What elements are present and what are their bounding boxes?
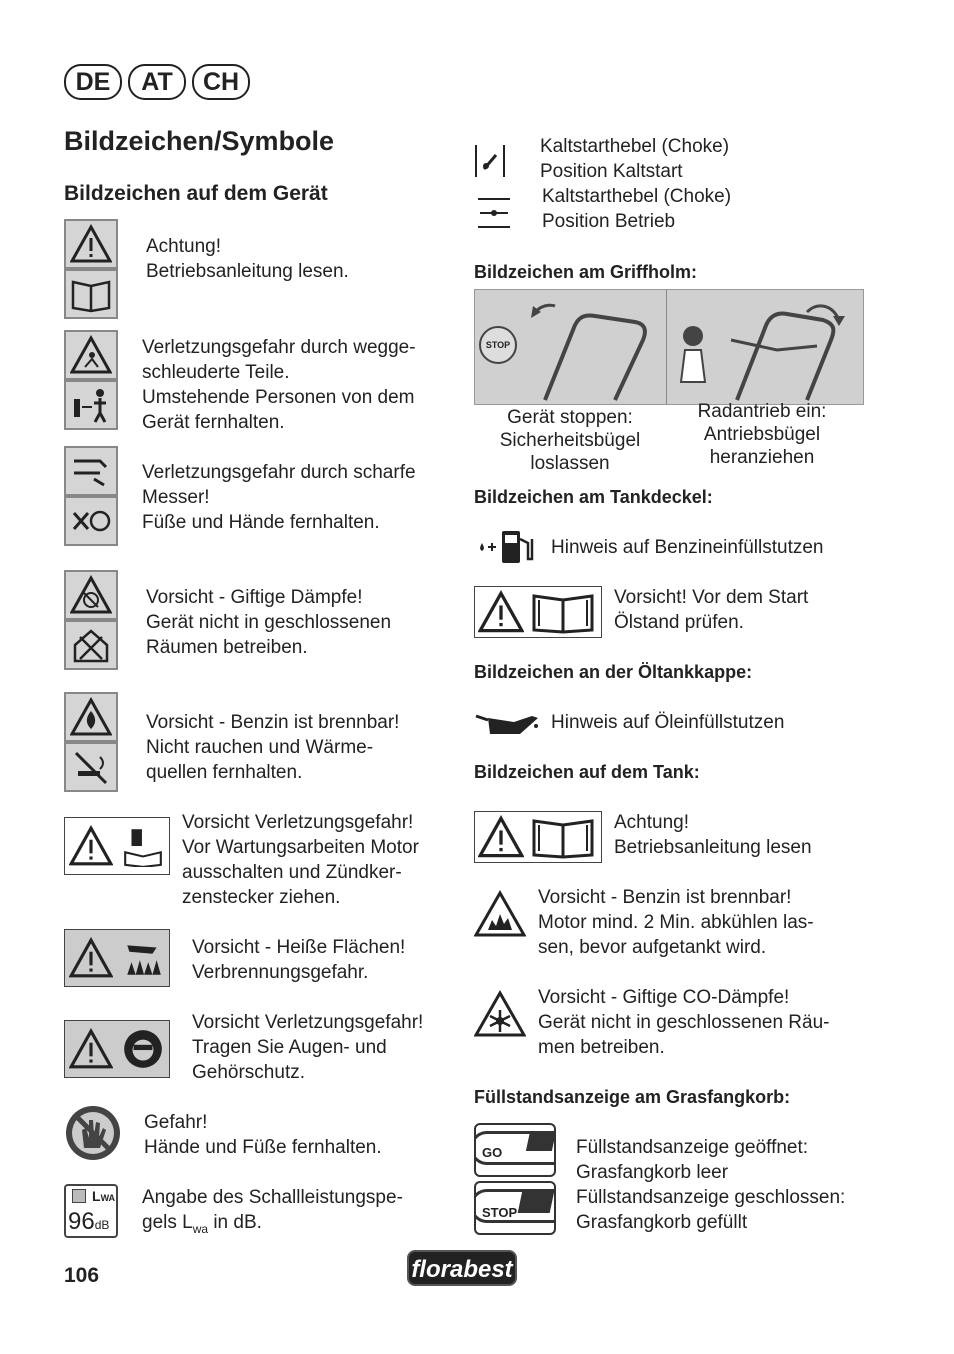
choke-text-cold: Kaltstarthebel (Choke) Position Kaltstart [540, 136, 730, 182]
section-heading-oil-cap: Bildzeichen an der Öltankkappe: [474, 662, 753, 682]
lang-badge-at: AT [128, 64, 186, 100]
blade-hand-icon [64, 446, 118, 496]
icon-pair-hot-surface [64, 929, 170, 987]
icon-pair-protection [64, 1020, 170, 1078]
sound-square-icon [72, 1189, 86, 1203]
handle-caption-stop: Gerät stoppen: Sicherheitsbügel loslassen [499, 407, 641, 474]
lang-badge-de: DE [64, 64, 122, 100]
section-heading-tank-cap: Bildzeichen am Tankdeckel: [474, 487, 713, 507]
tank-text-co: Vorsicht - Giftige CO-Dämpfe! Gerät nicht in geschlossenen Räu- men betreiben. [538, 987, 830, 1058]
icon-stack-flammable [64, 692, 118, 792]
section-heading-tank: Bildzeichen auf dem Tank: [474, 762, 700, 782]
language-badges [64, 64, 250, 100]
item-text-hot-surface: Vorsicht - Heiße Flächen! Verbrennungsgefahr. [192, 937, 406, 983]
icon-stack-fumes [64, 570, 118, 670]
fill-indicator-stop [474, 1181, 556, 1235]
page-number: 106 [64, 1264, 100, 1287]
co-fumes-warning-icon [474, 990, 526, 1038]
keep-hands-feet-away-icon [64, 1104, 122, 1162]
choke-run-icon [476, 195, 512, 231]
warning-icon [65, 818, 117, 874]
lang-badge-ch: CH [192, 64, 250, 100]
icon-pair-oil-check [474, 586, 602, 638]
flammable-warning-icon [474, 890, 526, 938]
section-heading-fill-level: Füllstandsanzeige am Grasfangkorb: [474, 1087, 791, 1107]
flying-debris-icon [64, 330, 118, 380]
oil-cap-text: Hinweis auf Öleinfüllstutzen [551, 712, 785, 733]
rotating-blade-icon [64, 496, 118, 546]
warning-icon [65, 1021, 117, 1077]
no-indoor-icon [64, 620, 118, 670]
tank-cap-text-oil-check: Vorsicht! Vor dem Start Ölstand prüfen. [614, 587, 809, 633]
sound-level-icon [64, 1184, 118, 1238]
tank-text-manual: Achtung! Betriebsanleitung lesen [614, 812, 812, 858]
no-smoking-icon [64, 742, 118, 792]
item-text-fumes: Vorsicht - Giftige Dämpfe! Gerät nicht in geschlossenen Räumen betreiben. [146, 587, 392, 658]
warning-icon [64, 219, 118, 269]
item-text-flammable: Vorsicht - Benzin ist brennbar! Nicht rauchen und Wärme- quellen fernhalten. [146, 712, 400, 783]
fuel-pump-icon [476, 527, 538, 567]
item-text-debris: Verletzungsgefahr durch wegge- schleuderte Teile. Umstehende Personen von dem Gerät fernhalten. [142, 337, 416, 433]
oil-can-icon [474, 708, 540, 740]
tank-cap-text-fuel: Hinweis auf Benzineinfüllstutzen [551, 537, 824, 558]
keep-distance-icon [64, 380, 118, 430]
item-text-hands-feet: Gefahr! Hände und Füße fernhalten. [144, 1112, 382, 1158]
fill-indicator-go [474, 1123, 556, 1177]
warning-icon [475, 812, 527, 862]
section-heading-handle: Bildzeichen am Griffholm: [474, 262, 698, 282]
manual-book-icon [64, 269, 118, 319]
choke-cold-start-icon [474, 143, 506, 179]
go-label: GO [482, 1145, 503, 1160]
sound-icon-value: 96dB [68, 1208, 110, 1235]
stop-icon: STOP [479, 326, 517, 364]
stop-window-icon [518, 1191, 555, 1213]
item-text-sound: Angabe des Schallleistungspe- gels $L_{wa}$ in dB. [142, 1187, 403, 1236]
toxic-fumes-icon [64, 570, 118, 620]
icon-stack-blade [64, 446, 118, 546]
fill-level-text: Füllstandsanzeige geöffnet: Grasfangkorb leer Füllstandsanzeige geschlossen: Grasfangkorb gefüllt [576, 1137, 846, 1233]
spark-plug-manual-icon [117, 818, 169, 874]
icon-pair-tank-manual [474, 811, 602, 863]
item-text-blade: Verletzungsgefahr durch scharfe Messer! Füße und Hände fernhalten. [142, 462, 416, 533]
eye-ear-protection-icon [117, 1021, 169, 1077]
handle-caption-drive: Radantrieb ein: Antriebsbügel heranziehen [697, 401, 827, 468]
flammable-icon [64, 692, 118, 742]
item-text-protection: Vorsicht Verletzungsgefahr! Tragen Sie Augen- und Gehörschutz. [192, 1012, 424, 1083]
warning-icon [65, 930, 117, 986]
item-text-manual: Achtung! Betriebsanleitung lesen. [146, 236, 349, 282]
stop-label: STOP [482, 1205, 518, 1220]
sound-icon-label: LWA [92, 1188, 116, 1204]
tank-text-flammable: Vorsicht - Benzin ist brennbar! Motor mind. 2 Min. abkühlen las- sen, bevor aufgetankt wird. [538, 887, 814, 958]
go-window-icon [526, 1131, 556, 1151]
page-title: Bildzeichen/Symbole [64, 126, 335, 156]
item-text-maintenance: Vorsicht Verletzungsgefahr! Vor Wartungsarbeiten Motor ausschalten und Zündker- zenstecker ziehen. [182, 812, 419, 908]
handle-diagram [474, 289, 864, 405]
hot-surface-icon [117, 930, 169, 986]
manual-book-icon [527, 812, 599, 862]
manual-book-icon [527, 587, 599, 637]
brand-logo: florabest [407, 1250, 517, 1286]
icon-stack-manual [64, 219, 118, 319]
drive-handle-illustration [667, 290, 863, 404]
warning-icon [475, 587, 527, 637]
section-heading-device: Bildzeichen auf dem Gerät [64, 182, 328, 205]
icon-pair-maintenance [64, 817, 170, 875]
choke-text-run: Kaltstarthebel (Choke) Position Betrieb [542, 186, 732, 232]
icon-stack-debris [64, 330, 118, 430]
